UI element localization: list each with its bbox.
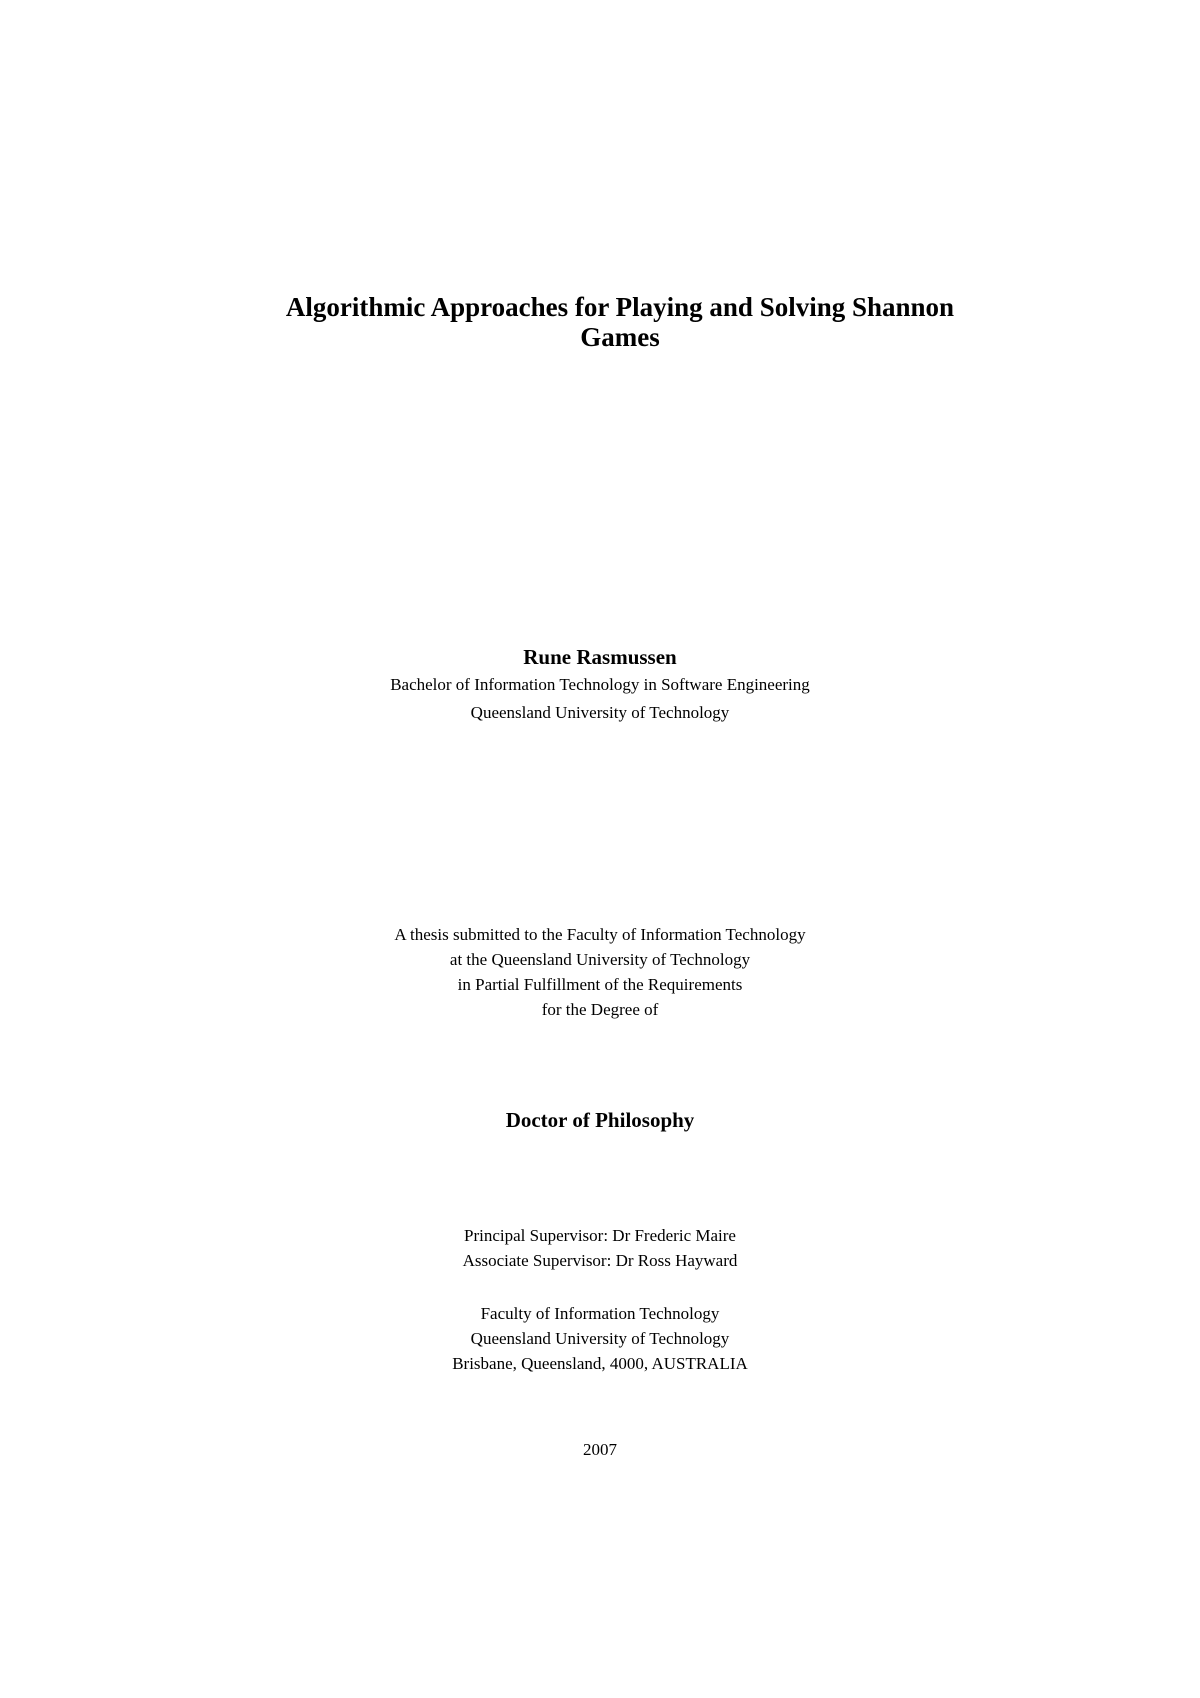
degree-sought: Doctor of Philosophy <box>505 1108 695 1132</box>
author-institution: Queensland University of Technology <box>470 703 730 722</box>
author-degree: Bachelor of Information Technology in Software Engineering <box>390 675 810 694</box>
thesis-title <box>200 292 1040 352</box>
author-name: Rune Rasmussen <box>523 645 677 669</box>
principal-supervisor: Principal Supervisor: Dr Frederic Maire <box>464 1226 736 1245</box>
submission-line-3: in Partial Fulfillment of the Requirements <box>457 975 743 994</box>
associate-supervisor: Associate Supervisor: Dr Ross Hayward <box>462 1251 738 1270</box>
submission-line-1: A thesis submitted to the Faculty of Information Technology <box>394 925 806 944</box>
supervisors-block <box>0 1223 1200 1273</box>
thesis-title-line-1: Algorithmic Approaches for Playing and Solving Shannon <box>285 292 955 322</box>
author-block <box>0 643 1200 727</box>
submission-line-2: at the Queensland University of Technology <box>449 950 751 969</box>
address-line-2: Queensland University of Technology <box>470 1329 730 1348</box>
submission-line-4: for the Degree of <box>541 1000 659 1019</box>
thesis-title-line-2: Games <box>580 322 660 352</box>
address-line-3: Brisbane, Queensland, 4000, AUSTRALIA <box>452 1354 748 1373</box>
submission-year: 2007 <box>583 1440 617 1459</box>
address-line-1: Faculty of Information Technology <box>480 1304 720 1323</box>
faculty-address <box>0 1301 1200 1376</box>
submission-statement <box>0 922 1200 1022</box>
